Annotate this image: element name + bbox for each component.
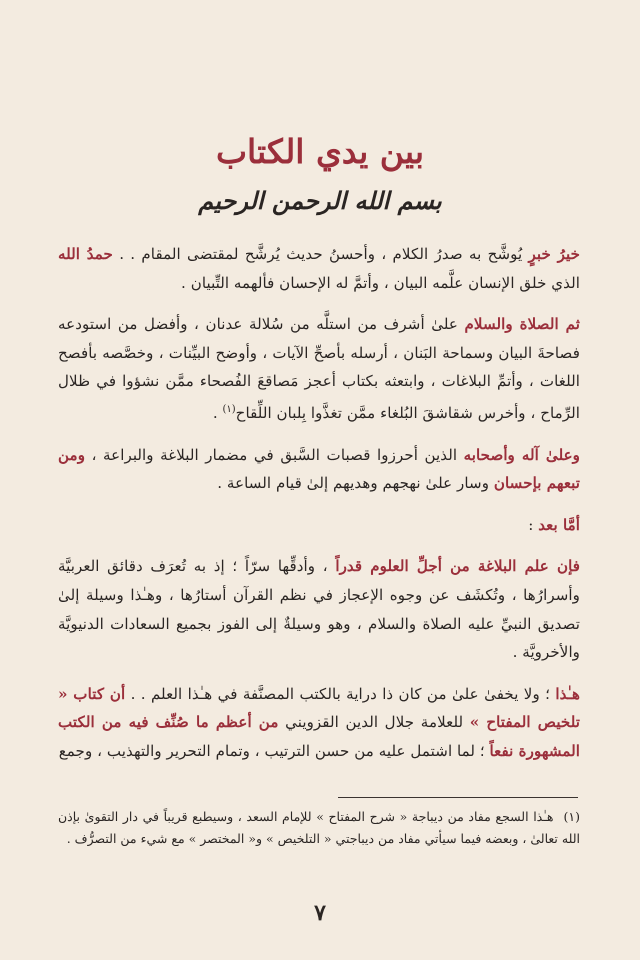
lead-phrase: فإن علم البلاغة من أجلِّ العلوم قدراً [335, 557, 580, 576]
footnote-number: (١) [563, 809, 580, 824]
paragraph-text: يُوشَّح به صدرُ الكلام ، وأحسنُ حديث يُرشَّح لمقتضى المقام . . [112, 245, 529, 263]
footnote-divider [338, 797, 578, 798]
paragraph-2 [58, 310, 580, 427]
title-block [0, 130, 640, 220]
paragraph-3 [58, 441, 580, 498]
paragraph-text: ؛ لما اشتمل عليه من حسن الترتيب ، وتمام التحرير والتهذيب ، وجمع [58, 741, 490, 760]
paragraph-4 [58, 511, 580, 540]
page-number: ٧ [314, 900, 326, 926]
basmala: بسم الله الرحمن الرحيم [198, 186, 442, 215]
highlight-phrase: حمدُ الله [58, 245, 113, 263]
paragraph-text: وسار علىٰ نهجهم وهديهم إلىٰ قيام الساعة . [217, 474, 494, 493]
lead-phrase: خيرُ خبرٍ [528, 245, 580, 263]
paragraph-text: : [528, 515, 539, 534]
paragraph-text: الذي خلق الإنسان علَّمه البيان ، وأتمَّ له الإحسان فألهمه التِّبيان . [181, 273, 580, 292]
paragraph-text: ، وأدقِّها سرّاً ؛ إذ به تُعرَف دقائق العربيَّة وأسرارُها ، وتُكشَف عن وجوه الإعجاز في نظم القرآن أستارُها ، وهـٰذا وسيلة إلىٰ تصديق النبيِّ عليه الصلاة والسلام ، وهو وسيلةٌ إلى الفوز بجميع السعادات الدنيويَّة والأخرويَّة . [58, 557, 580, 662]
paragraph-text: . [212, 404, 223, 423]
paragraph-5 [58, 552, 580, 666]
lead-phrase: وعلىٰ آله وأصحابه [463, 445, 580, 464]
paragraph-6 [58, 680, 580, 766]
lead-phrase: أمَّا بعد [538, 515, 580, 534]
paragraph-text: للعلامة جلال الدين القزويني [278, 713, 470, 732]
paragraph-text: ؛ ولا يخفىٰ علىٰ من كان ذا دراية بالكتب المصنَّفة في هـٰذا العلم . . [125, 684, 556, 703]
page-title: بين يدي الكتاب [215, 132, 425, 171]
paragraph-text: الذين أحرزوا قصبات السَّبق في مضمار البلاغة والبراعة ، [85, 445, 464, 464]
footnote-reference[interactable]: (١) [222, 403, 236, 415]
paragraph-text: علىٰ أشرف من استلَّه من سُلالة عدنان ، وأفضل من استودعه فصاحةَ البيان وسماحة البَنان ، أرسله بأصحِّ الآيات ، وأوضح البيِّنات ، وخصَّصه بأفصح اللغات ، وأتمِّ البلاغات ، وابتعثه بكتاب أعجز مَصاقعَ الفُصحاء ممَّن نشؤوا في ظلال الرِّماح ، وأخرس شقاشقَ البُلغاء ممَّن تغذَّوا بِلبان اللِّقاح [58, 315, 580, 423]
highlight-phrase: أن كتاب « تلخيص المفتاح » [58, 684, 580, 732]
highlight-phrase: من أعظم ما صُنِّف فيه من الكتب المشهورة نفعاً [58, 713, 580, 760]
lead-phrase: ثم الصلاة والسلام [464, 315, 580, 334]
body-text [58, 240, 580, 779]
paragraph-1 [58, 240, 580, 297]
footnote [58, 806, 580, 850]
lead-phrase: هـٰذا [555, 684, 580, 703]
highlight-phrase: ومن تبعهم بإحسان [58, 445, 580, 493]
footnote-text: هـٰذا السجع مفاد من ديباجة « شرح المفتاح » للإمام السعد ، وسيطبع قريباً في دار التقوىٰ بإذن الله تعالىٰ ، وبعضه فيما سيأتي مفاد من ديباجتي « التلخيص » و« المختصر » مع شيء من التصرُّف . [58, 809, 580, 846]
